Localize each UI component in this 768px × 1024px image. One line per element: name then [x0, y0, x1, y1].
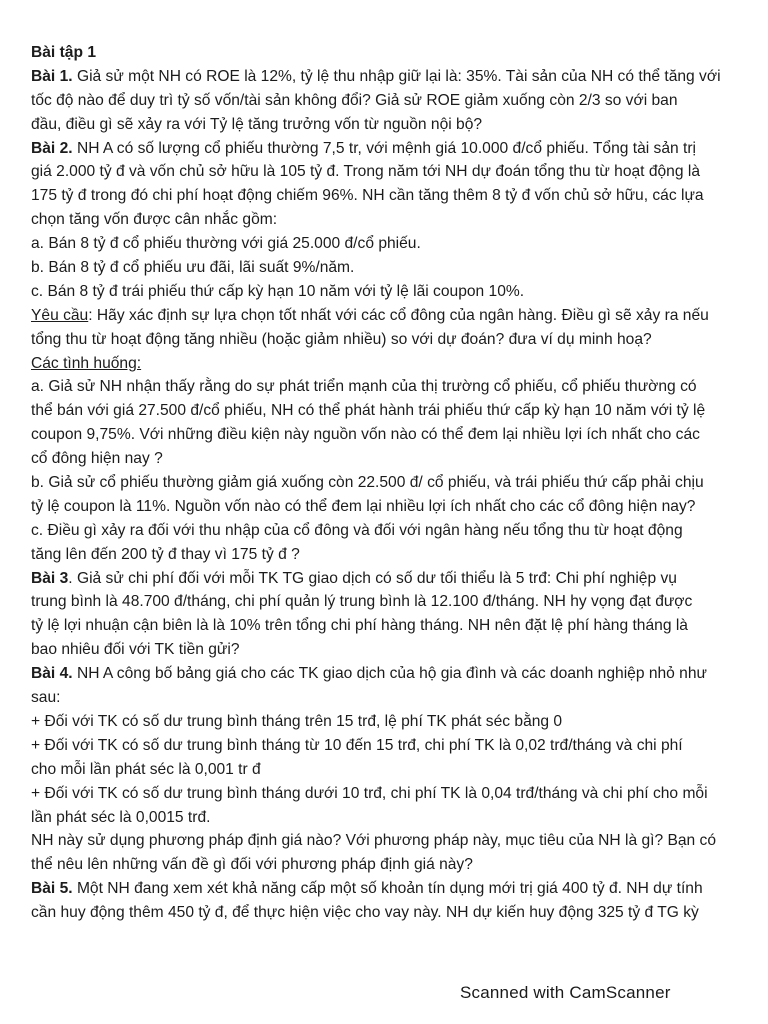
text-line [31, 662, 751, 686]
text-line [31, 471, 751, 495]
text-line [31, 853, 751, 877]
text-line [31, 877, 751, 901]
text-line [31, 638, 751, 662]
text-line [31, 543, 751, 567]
line-text: 175 tỷ đ trong đó chi phí hoạt động chiếm 96%. NH cần tăng thêm 8 tỷ đ vốn chủ sở hữu, các lựa [31, 187, 704, 205]
text-line [31, 710, 751, 734]
line-text: thể nêu lên những vấn đề gì đối với phương pháp định giá này? [31, 856, 473, 874]
text-line [31, 567, 751, 591]
line-text: : Hãy xác định sự lựa chọn tốt nhất với các cổ đông của ngân hàng. Điều gì sẽ xảy ra nếu [88, 306, 709, 324]
line-text: trung bình là 48.700 đ/tháng, chi phí quản lý trung bình là 12.100 đ/tháng. NH hy vọng đạt được [31, 593, 693, 611]
text-line [31, 65, 751, 89]
line-text: tỷ lệ lợi nhuận cận biên là là 10% trên tổng chi phí hàng tháng. NH nên đặt lệ phí hàng tháng là [31, 617, 688, 635]
section-heading: Yêu cầu [31, 306, 89, 324]
line-text: + Đối với TK có số dư trung bình tháng từ 10 đến 15 trđ, chi phí TK là 0,02 trđ/tháng và chi phí [31, 736, 683, 754]
line-text: Một NH đang xem xét khả năng cấp một số khoản tín dụng mới trị giá 400 tỷ đ. NH dự tính [72, 880, 703, 898]
document-page [31, 41, 751, 925]
exercise-label: Bài 3 [31, 569, 69, 587]
line-text: bao nhiêu đối với TK tiền gửi? [31, 641, 240, 659]
text-line [31, 256, 751, 280]
text-line [31, 614, 751, 638]
text-line [31, 113, 751, 137]
exercise-label: Bài 5. [31, 880, 73, 898]
text-line [31, 280, 751, 304]
line-text: giá 2.000 tỷ đ và vốn chủ sở hữu là 105 tỷ đ. Trong năm tới NH dự đoán tổng thu từ hoạt động là [31, 163, 700, 181]
line-text: coupon 9,75%. Với những điều kiện này nguồn vốn nào có thể đem lại nhiều lợi ích nhất cho các [31, 426, 700, 444]
line-text: b. Giả sử cổ phiếu thường giảm giá xuống còn 22.500 đ/ cổ phiếu, và trái phiếu thứ cấp phải chịu [31, 474, 704, 492]
line-text: sau: [31, 689, 61, 707]
line-text: thể bán với giá 27.500 đ/cổ phiếu, NH có thể phát hành trái phiếu thứ cấp kỳ hạn 10 năm với tỷ lệ [31, 402, 706, 420]
line-text: tốc độ nào để duy trì tỷ số vốn/tài sản không đổi? Giả sử ROE giảm xuống còn 2/3 so với ban [31, 91, 678, 109]
text-line [31, 208, 751, 232]
text-line [31, 160, 751, 184]
text-line [31, 375, 751, 399]
line-text: chọn tăng vốn được cân nhắc gồm: [31, 211, 278, 229]
line-text: a. Bán 8 tỷ đ cổ phiếu thường với giá 25.000 đ/cổ phiếu. [31, 235, 421, 253]
line-text: cần huy động thêm 450 tỷ đ, để thực hiện việc cho vay này. NH dự kiến huy động 325 tỷ đ TG kỳ [31, 904, 699, 922]
document-body [31, 65, 751, 925]
line-text: cổ đông hiện nay ? [31, 450, 163, 468]
text-line [31, 232, 751, 256]
text-line [31, 590, 751, 614]
section-heading: Các tình huống: [31, 354, 142, 372]
line-text: tổng thu từ hoạt động tăng nhiều (hoặc giảm nhiều) so với dự đoán? đưa ví dụ minh hoạ? [31, 330, 652, 348]
exercise-label: Bài 1. [31, 67, 73, 85]
text-line [31, 184, 751, 208]
text-line [31, 399, 751, 423]
line-text: b. Bán 8 tỷ đ cổ phiếu ưu đãi, lãi suất 9%/năm. [31, 259, 355, 277]
line-text: + Đối với TK có số dư trung bình tháng trên 15 trđ, lệ phí TK phát séc bằng 0 [31, 712, 563, 730]
text-line [31, 901, 751, 925]
text-line [31, 447, 751, 471]
exercise-title: Bài tập 1 [31, 44, 96, 61]
line-text: NH A có số lượng cổ phiếu thường 7,5 tr, với mệnh giá 10.000 đ/cổ phiếu. Tổng tài sản trị [72, 139, 697, 157]
line-text: lần phát séc là 0,0015 trđ. [31, 808, 211, 826]
line-text: NH A công bố bảng giá cho các TK giao dịch của hộ gia đình và các doanh nghiệp nhỏ như [72, 665, 707, 683]
text-line [31, 304, 751, 328]
text-line [31, 89, 751, 113]
line-text: cho mỗi lần phát séc là 0,001 tr đ [31, 760, 261, 778]
line-text: tăng lên đến 200 tỷ đ thay vì 175 tỷ đ ? [31, 545, 300, 563]
text-line [31, 782, 751, 806]
text-line [31, 686, 751, 710]
line-text: c. Điều gì xảy ra đối với thu nhập của cổ đông và đối với ngân hàng nếu tổng thu từ hoạt động [31, 521, 683, 539]
line-text: c. Bán 8 tỷ đ trái phiếu thứ cấp kỳ hạn 10 năm với tỷ lệ lãi coupon 10%. [31, 282, 525, 300]
line-text: Giả sử một NH có ROE là 12%, tỷ lệ thu nhập giữ lại là: 35%. Tài sản của NH có thể tăng với [72, 67, 721, 85]
line-text: . Giả sử chi phí đối với mỗi TK TG giao dịch có số dư tối thiểu là 5 trđ: Chi phí nghiệp vụ [68, 569, 677, 587]
line-text: a. Giả sử NH nhận thấy rằng do sự phát triển mạnh của thị trường cổ phiếu, cổ phiếu thường có [31, 378, 697, 396]
text-line [31, 495, 751, 519]
text-line [31, 352, 751, 376]
line-text: NH này sử dụng phương pháp định giá nào? Với phương pháp này, mục tiêu của NH là gì? Bạn có [31, 832, 717, 850]
text-line [31, 758, 751, 782]
camscanner-watermark: Scanned with CamScanner [460, 983, 671, 1002]
exercise-label: Bài 4. [31, 665, 73, 683]
text-line [31, 734, 751, 758]
text-line [31, 137, 751, 161]
text-line [31, 806, 751, 830]
text-line [31, 423, 751, 447]
text-line [31, 328, 751, 352]
exercise-label: Bài 2. [31, 139, 73, 157]
text-line [31, 519, 751, 543]
line-text: đầu, điều gì sẽ xảy ra với Tỷ lệ tăng trưởng vốn từ nguồn nội bộ? [31, 115, 483, 133]
line-text: + Đối với TK có số dư trung bình tháng dưới 10 trđ, chi phí TK là 0,04 trđ/tháng và chi phí cho mỗi [31, 784, 708, 802]
text-line [31, 829, 751, 853]
line-text: tỷ lệ coupon là 11%. Nguồn vốn nào có thể đem lại nhiều lợi ích nhất cho các cổ đông hiện nay? [31, 497, 696, 515]
